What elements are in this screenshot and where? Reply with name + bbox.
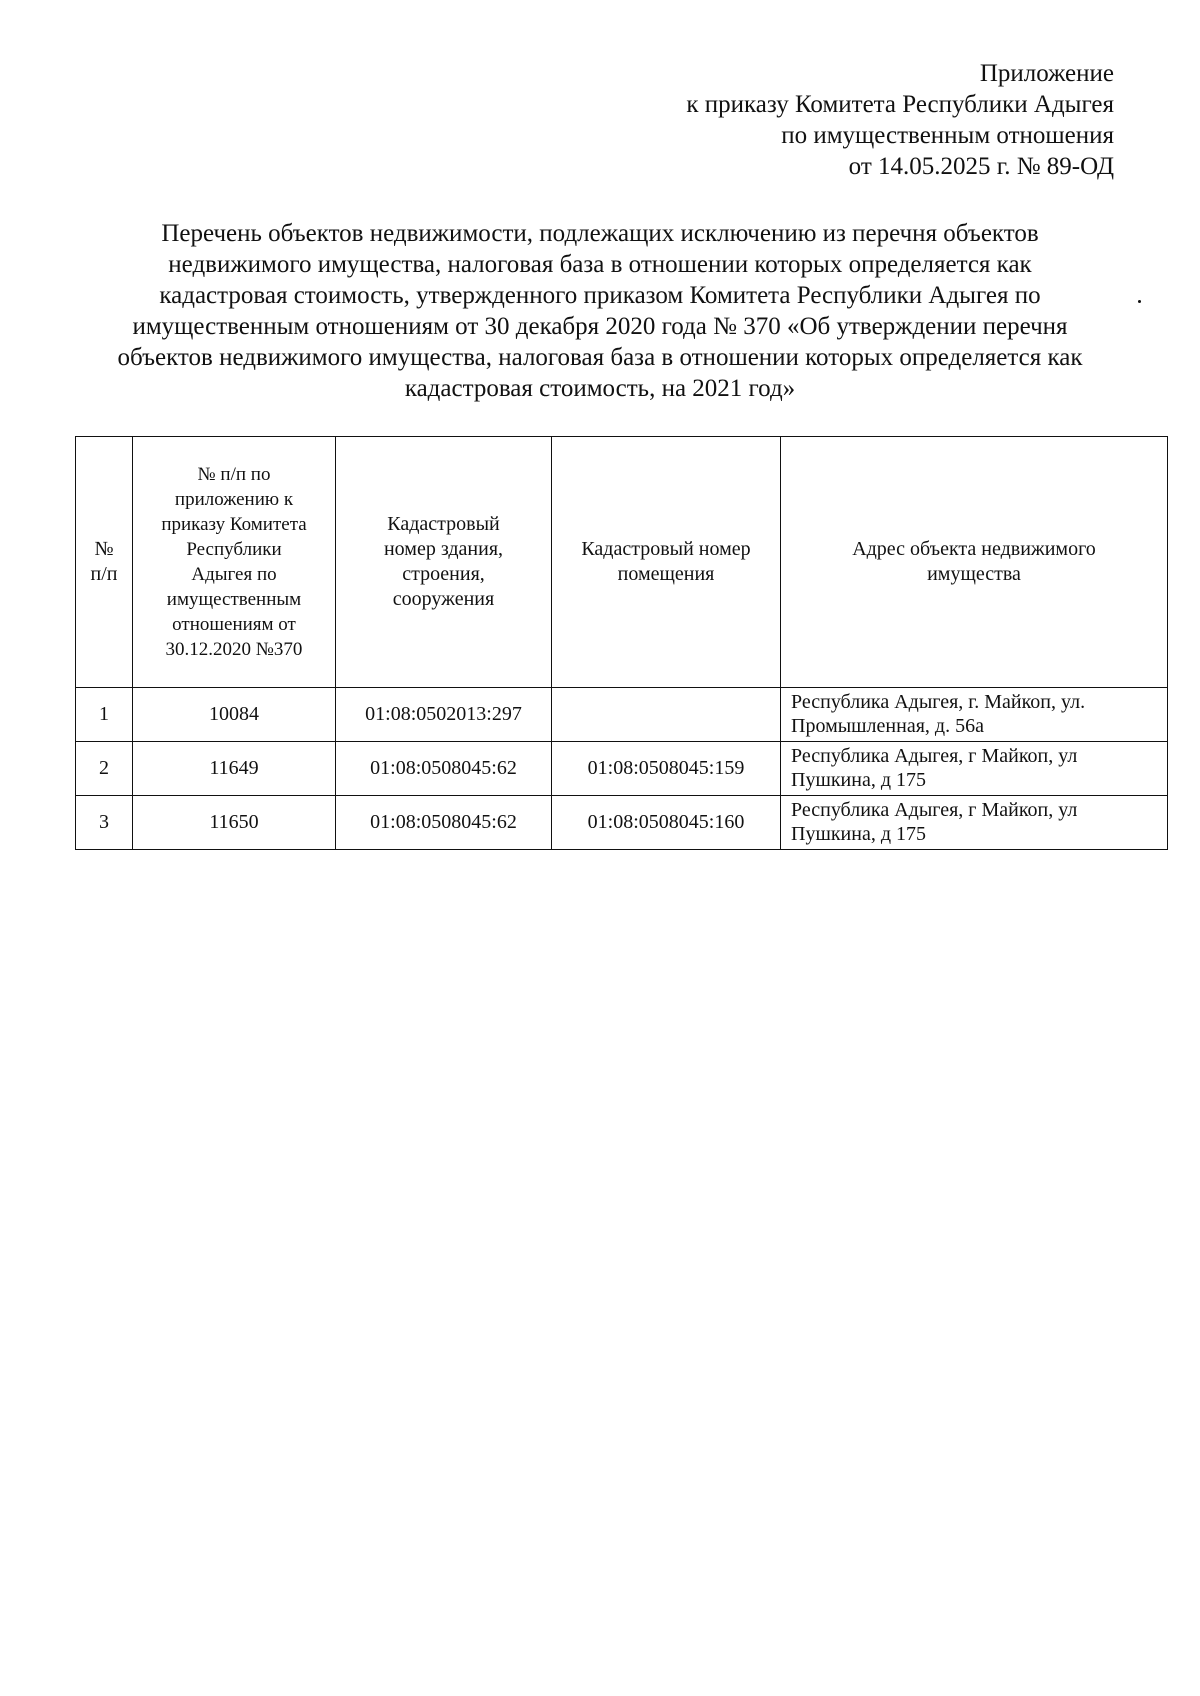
table-row: [76, 742, 1168, 796]
cell-num: 2: [76, 742, 133, 796]
table-header-row: [76, 437, 1168, 688]
title-line: кадастровая стоимость, утвержденного приказом Комитета Республики Адыгея по: [159, 282, 1041, 309]
cell-num: 1: [76, 688, 133, 742]
appendix-header: [414, 58, 1114, 182]
document-title: [60, 218, 1140, 404]
title-line: имущественным отношениям от 30 декабря 2020 года № 370 «Об утверждении перечня: [132, 313, 1068, 340]
cell-building-cadastral: 01:08:0508045:62: [336, 796, 552, 850]
appendix-line: Приложение: [979, 60, 1114, 87]
header-room-cadastral: Кадастровый номер помещения: [552, 437, 781, 688]
title-line: Перечень объектов недвижимости, подлежащих исключению из перечня объектов: [161, 220, 1039, 247]
header-ref-number: № п/п по приложению к приказу Комитета Республики Адыгея по имущественным отношениям от 30.12.2020 №370: [133, 437, 336, 688]
cell-room-cadastral: [552, 688, 781, 742]
appendix-date-number: от 14.05.2025 г. № 89-ОД: [848, 153, 1114, 180]
cell-ref-number: 11649: [133, 742, 336, 796]
cell-building-cadastral: 01:08:0502013:297: [336, 688, 552, 742]
cell-address: Республика Адыгея, г Майкоп, ул Пушкина, д 175: [781, 796, 1168, 850]
header-building-cadastral: Кадастровый номер здания, строения, сооружения: [336, 437, 552, 688]
header-num: № п/п: [76, 437, 133, 688]
title-line: недвижимого имущества, налоговая база в отношении которых определяется как: [168, 251, 1032, 278]
scan-speck: [1138, 300, 1141, 303]
appendix-line: к приказу Комитета Республики Адыгея: [686, 91, 1114, 118]
objects-table: [75, 436, 1168, 850]
cell-room-cadastral: 01:08:0508045:160: [552, 796, 781, 850]
cell-ref-number: 10084: [133, 688, 336, 742]
appendix-line: по имущественным отношения: [781, 122, 1114, 149]
cell-address: Республика Адыгея, г. Майкоп, ул. Промышленная, д. 56а: [781, 688, 1168, 742]
cell-room-cadastral: 01:08:0508045:159: [552, 742, 781, 796]
cell-num: 3: [76, 796, 133, 850]
cell-address: Республика Адыгея, г Майкоп, ул Пушкина, д 175: [781, 742, 1168, 796]
title-line: кадастровая стоимость, на 2021 год»: [404, 375, 796, 402]
cell-ref-number: 11650: [133, 796, 336, 850]
table-row: [76, 688, 1168, 742]
table-row: [76, 796, 1168, 850]
cell-building-cadastral: 01:08:0508045:62: [336, 742, 552, 796]
header-address: Адрес объекта недвижимого имущества: [781, 437, 1168, 688]
title-line: объектов недвижимого имущества, налоговая база в отношении которых определяется как: [117, 344, 1083, 371]
